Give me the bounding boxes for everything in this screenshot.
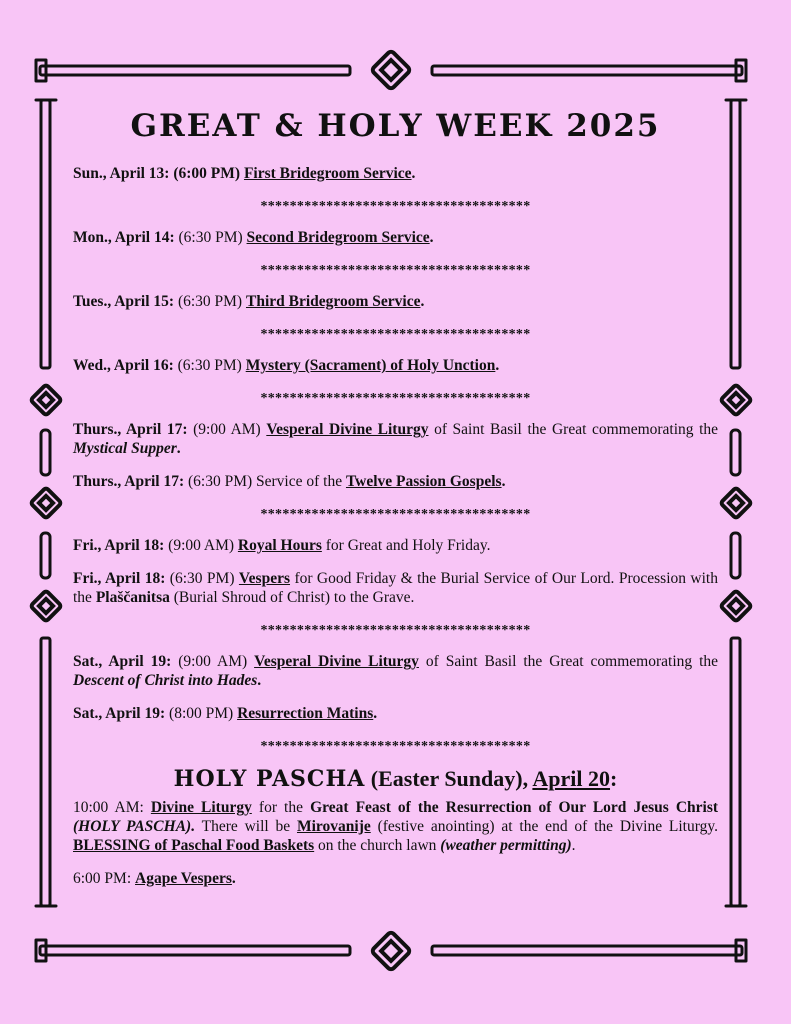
pascha-time: 10:00 AM:	[73, 799, 144, 816]
entry-day: Fri., April 18:	[73, 570, 166, 587]
entry-day: Fri., April 18:	[73, 537, 165, 554]
page-title: GREAT & HOLY WEEK 2025	[130, 108, 661, 144]
pascha-vespers-entry	[73, 869, 718, 888]
pascha-mirovanije: Mirovanije	[296, 818, 371, 835]
entry-detail: of Saint Basil the Great commemorating the	[434, 421, 719, 438]
entry-day: Sat., April 19:	[73, 653, 172, 670]
separator: *************************************	[260, 199, 531, 214]
entry-time: (9:00 AM)	[168, 537, 235, 554]
schedule-entry	[73, 356, 718, 375]
pascha-colon: :	[610, 766, 618, 791]
schedule-entry	[73, 569, 718, 607]
schedule-entry	[73, 536, 718, 555]
pascha-heading	[73, 766, 718, 792]
schedule	[73, 108, 718, 888]
separator: *************************************	[260, 739, 531, 754]
entry-detail: for Good Friday & the Burial Service of Our Lord. Procession with the	[73, 570, 718, 606]
schedule-entry	[73, 228, 718, 247]
pascha-entry	[73, 798, 718, 855]
entry-time: (6:30 PM)	[178, 229, 243, 246]
entry-end: .	[495, 357, 500, 374]
entry-day: Thurs., April 17:	[73, 421, 188, 438]
separator: *************************************	[260, 507, 531, 522]
entry-day: Wed., April 16:	[73, 357, 174, 374]
entry-bold-term: Plaščanitsa	[95, 589, 170, 606]
entry-time: (8:00 PM)	[169, 705, 234, 722]
entry-detail: of Saint Basil the Great commemorating the	[425, 653, 718, 670]
entry-day: Thurs., April 17:	[73, 473, 185, 490]
pascha-text: .	[231, 870, 236, 887]
entry-day: Sun., April 13:	[73, 165, 170, 182]
schedule-entry	[73, 420, 718, 458]
entry-time: (6:30 PM)	[169, 570, 235, 587]
pascha-time: 6:00 PM:	[73, 870, 132, 887]
entry-end: .	[501, 473, 506, 490]
separator: *************************************	[260, 623, 531, 638]
pascha-text: for the	[258, 799, 303, 816]
pascha-emphasis: (HOLY PASCHA).	[73, 818, 196, 835]
entry-service: Vesperal Divine Liturgy	[266, 421, 429, 438]
entry-service: Second Bridegroom Service	[246, 229, 430, 246]
entry-emphasis: Mystical Supper	[73, 440, 177, 457]
schedule-entry	[73, 652, 718, 690]
entry-day: Mon., April 14:	[73, 229, 175, 246]
entry-emphasis: Descent of Christ into Hades	[73, 672, 258, 689]
schedule-entry	[73, 472, 718, 491]
pascha-text: on the church lawn	[318, 837, 437, 854]
entry-service: Third Bridegroom Service	[245, 293, 421, 310]
separator: *************************************	[260, 391, 531, 406]
entry-service: Royal Hours	[237, 537, 322, 554]
pascha-text: There will be	[201, 818, 291, 835]
entry-detail: for Great and Holy Friday.	[325, 537, 491, 554]
schedule-entry	[73, 164, 718, 183]
entry-end: .	[420, 293, 425, 310]
entry-end: .	[373, 705, 378, 722]
pascha-feast: Great Feast of the Resurrection of Our Lord Jesus Christ	[310, 799, 719, 816]
separator: *************************************	[260, 327, 531, 342]
pascha-title: HOLY PASCHA	[173, 766, 366, 792]
entry-service: Resurrection Matins	[237, 705, 374, 722]
entry-end: .	[257, 672, 262, 689]
entry-service: Vespers	[238, 570, 291, 587]
entry-end: .	[411, 165, 416, 182]
entry-service: Vesperal Divine Liturgy	[254, 653, 419, 670]
entry-time: (9:00 AM)	[178, 653, 248, 670]
pascha-subtitle: (Easter Sunday),	[370, 766, 529, 791]
pascha-text: (festive anointing) at the end of the Divine Liturgy.	[377, 818, 718, 835]
entry-time: (6:30 PM) Service of the	[187, 473, 343, 490]
entry-time: (6:30 PM)	[177, 357, 242, 374]
entry-time: (6:00 PM)	[173, 165, 241, 182]
entry-service: First Bridegroom Service	[243, 165, 412, 182]
entry-day: Sat., April 19:	[73, 705, 166, 722]
pascha-date: April 20	[532, 766, 611, 791]
pascha-weather-note: (weather permitting)	[440, 837, 572, 854]
entry-end: .	[429, 229, 434, 246]
schedule-entry	[73, 704, 718, 723]
pascha-service: Divine Liturgy	[150, 799, 252, 816]
pascha-blessing: BLESSING of Paschal Food Baskets	[73, 837, 315, 854]
pascha-vespers: Agape Vespers	[135, 870, 232, 887]
entry-time: (6:30 PM)	[177, 293, 243, 310]
entry-time: (9:00 AM)	[193, 421, 261, 438]
separator: *************************************	[260, 263, 531, 278]
pascha-text: .	[571, 837, 576, 854]
entry-service: Mystery (Sacrament) of Holy Unction	[245, 357, 496, 374]
entry-detail-2: (Burial Shroud of Christ) to the Grave.	[173, 589, 415, 606]
entry-service: Twelve Passion Gospels	[345, 473, 502, 490]
schedule-entry	[73, 292, 718, 311]
entry-end: .	[176, 440, 181, 457]
entry-day: Tues., April 15:	[73, 293, 175, 310]
